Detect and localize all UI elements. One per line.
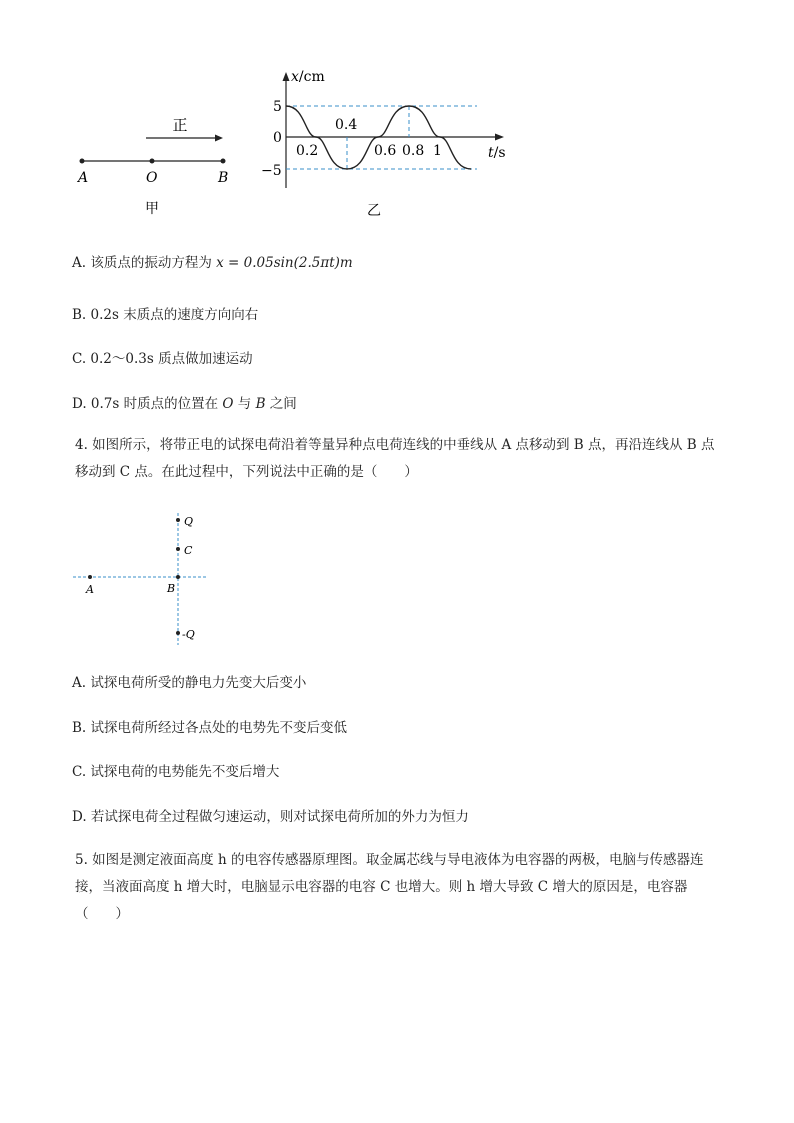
q4-stem: 4. 如图所示，将带正电的试探电荷沿着等量异种点电荷连线的中垂线从 A 点移动到 B 点，再沿连线从 B 点移动到 C 点。在此过程中，下列说法中正确的是（ ）: [75, 437, 715, 480]
charge-neg-q-label: -Q: [182, 628, 195, 641]
point-b-dot: [221, 159, 226, 164]
q3-option-d-b: B: [255, 396, 266, 412]
point-b-dot: [176, 575, 180, 579]
point-c-label: C: [184, 544, 193, 557]
y-axis-label: x/cm: [291, 69, 325, 85]
point-b-label: B: [218, 170, 229, 186]
x-axis-arrow-icon: [495, 134, 504, 141]
x-tick-0.6: 0.6: [374, 143, 397, 159]
y-tick-5: 5: [273, 99, 282, 115]
q4-option-a: A. 试探电荷所受的静电力先变大后变小: [72, 675, 307, 691]
q5-stem: 5. 如图是测定液面高度 h 的电容传感器原理图。取金属芯线与导电液体为电容器的两极，电脑与传感器连接，当液面高度 h 增大时，电脑显示电容器的电容 C 也增大。则 h 增大导致 C 增大的原因是，电容器（ ）: [75, 852, 704, 922]
caption-jia: 甲: [145, 201, 159, 217]
q3-option-b: B. 0.2s 末质点的速度方向向右: [72, 307, 259, 323]
point-b-label: B: [167, 582, 176, 595]
q4-figure: [65, 505, 220, 655]
q3-option-a-formula: x = 0.05sin(2.5πt)m: [216, 255, 353, 271]
x-axis-label: t/s: [488, 145, 506, 161]
q3-option-d-text-2: 与: [233, 396, 256, 412]
point-a-label: A: [78, 170, 89, 186]
arrow-head-icon: [215, 135, 223, 142]
q3-option-d: [72, 392, 297, 412]
y-tick-neg5: −5: [261, 163, 282, 179]
q3-option-a-text: A. 该质点的振动方程为: [72, 255, 217, 271]
point-o-label: O: [146, 170, 158, 186]
charge-neg-q-dot: [176, 631, 180, 635]
charge-q-label: Q: [184, 515, 194, 528]
q4-option-b: B. 试探电荷所经过各点处的电势先不变后变低: [72, 720, 348, 736]
x-tick-0.4: 0.4: [335, 117, 358, 133]
q3-option-a: [72, 251, 353, 271]
figure-jia: [60, 110, 250, 220]
point-c-dot: [176, 547, 180, 551]
arrow-label: 正: [172, 116, 188, 134]
q3-option-d-text-3: 之间: [265, 396, 297, 412]
charge-q-dot: [176, 518, 180, 522]
q4-option-c: C. 试探电荷的电势能先不变后增大: [72, 764, 280, 780]
x-tick-0.2: 0.2: [296, 143, 319, 159]
figure-yi: [255, 60, 525, 225]
x-tick-1: 1: [433, 143, 442, 159]
point-a-dot: [80, 159, 85, 164]
q3-option-d-text-1: D. 0.7s 时质点的位置在: [72, 396, 223, 412]
y-axis-arrow-icon: [283, 72, 290, 81]
point-a-label: A: [86, 583, 94, 596]
y-tick-0: 0: [273, 130, 282, 146]
q4-option-d: D. 若试探电荷全过程做匀速运动，则对试探电荷所加的外力为恒力: [72, 809, 469, 825]
x-tick-0.8: 0.8: [402, 143, 425, 159]
q3-option-d-o: O: [222, 396, 234, 412]
q3-option-c: C. 0.2～0.3s 质点做加速运动: [72, 351, 253, 367]
point-o-dot: [150, 159, 155, 164]
point-a-dot: [88, 575, 92, 579]
caption-yi: 乙: [367, 203, 381, 219]
